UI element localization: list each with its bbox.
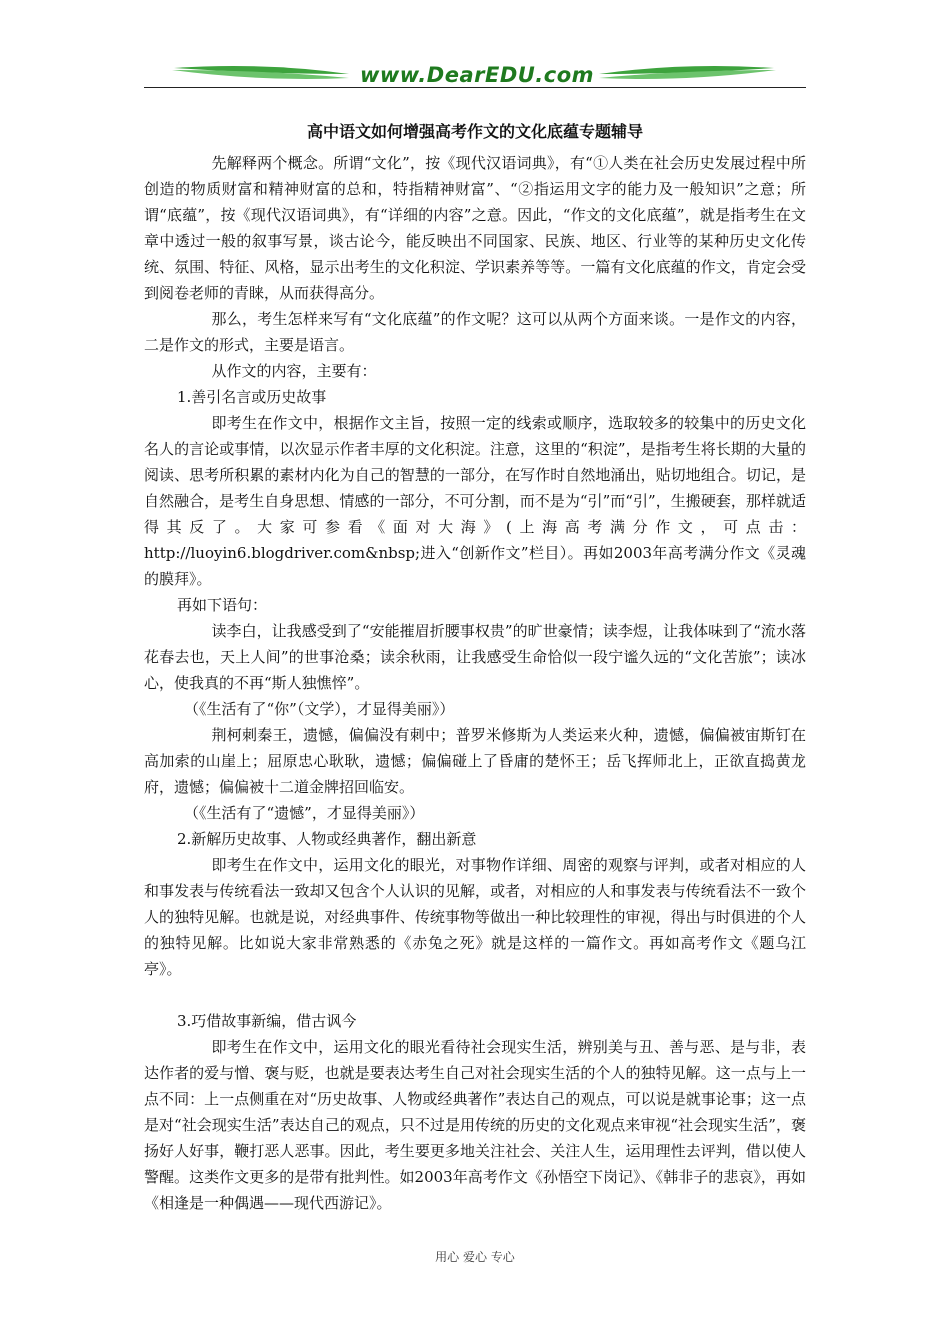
section-heading: 1.善引名言或历史故事 bbox=[177, 388, 327, 406]
paragraph: 先解释两个概念。所谓“文化”，按《现代汉语词典》，有“①人类在社会历史发展过程中所创造的物质财富和精神财富的总和，特指精神财富”、“②指运用文字的能力及一般知识”之意；所谓“底蕴”，按《现代汉语词典》，有“详细的内容”之意。因此，“作文的文化底蕴”，就是指考生在文章中透过一般的叙事写景，谈古论今，能反映出不同国家、民族、地区、行业等的某种历史文化传统、氛围、特征、风格，显示出考生的文化积淀、学识素养等等。一篇有文化底蕴的作文，肯定会受到阅卷老师的青睐，从而获得高分。 bbox=[144, 154, 806, 302]
blank-line bbox=[144, 982, 806, 1008]
paragraph: 那么，考生怎样来写有“文化底蕴”的作文呢？这可以从两个方面来谈。一是作文的内容，二是作文的形式，主要是语言。 bbox=[144, 310, 806, 354]
section-heading: 2.新解历史故事、人物或经典著作，翻出新意 bbox=[177, 830, 477, 848]
paragraph: 即考生在作文中，运用文化的眼光，对事物作详细、周密的观察与评判，或者对相应的人和事发表与传统看法一致却又包含个人认识的见解，或者，对相应的人和事发表与传统看法不一致个人的独特见解。也就是说，对经典事件、传统事物等做出一种比较理性的审视，得出与时俱进的个人的独特见解。比如说大家非常熟悉的《赤兔之死》就是这样的一篇作文。再如高考作文《题乌江亭》。 bbox=[144, 856, 806, 978]
paragraph: 即考生在作文中，运用文化的眼光看待社会现实生活，辨别美与丑、善与恶、是与非，表达作者的爱与憎、褒与贬，也就是要表达考生自己对社会现实生活的个人的独特见解。这一点与上一点不同：上一点侧重在对“历史故事、人物或经典著作”表达自己的观点，可以说是就事论事；这一点是对“社会现实生活”表达自己的观点，只不过是用传统的历史的文化观点来审视“社会现实生活”，褒扬好人好事，鞭打恶人恶事。因此，考生要更多地关注社会、关注人生，运用理性去评判，借以使人警醒。这类作文更多的是带有批判性。如2003年高考作文《孙悟空下岗记》、《韩非子的悲哀》，再如《相逢是一种偶遇——现代西游记》。 bbox=[144, 1038, 806, 1212]
section-heading: 3.巧借故事新编，借古讽今 bbox=[177, 1012, 357, 1030]
page-footer: 用心 爱心 专心 bbox=[435, 1250, 515, 1264]
paragraph: 再如下语句： bbox=[177, 596, 268, 614]
paragraph: 即考生在作文中，根据作文主旨，按照一定的线索或顺序，选取较多的较集中的历史文化名人的言论或事情，以次显示作者丰厚的文化积淀。注意，这里的“积淀”，是指考生将长期的大量的阅读、思考所积累的素材内化为自己的智慧的一部分，在写作时自然地涌出，贴切地组合。切记，是自然融合，是考生自身思想、情感的一部分，不可分割，而不是为“引”而“引”，生搬硬套，那样就适得其反了。大家可参看《面对大海》(上海高考满分作文，可点击：http://luoyin6.blogdriver.com&nbsp;进入“创新作文”栏目）。再如2003年高考满分作文《灵魂的膜拜》。 bbox=[144, 414, 806, 588]
site-logo-text: www.DearEDU.com bbox=[359, 63, 595, 87]
quote-source: （《生活有了“遗憾”，才显得美丽》） bbox=[184, 804, 425, 822]
article-body bbox=[144, 150, 806, 1216]
paragraph: 从作文的内容，主要有： bbox=[211, 362, 377, 380]
quote-source: （《生活有了“你”（文学），才显得美丽》） bbox=[184, 700, 455, 718]
quote-paragraph: 读李白，让我感受到了“安能摧眉折腰事权贵”的旷世豪情；读李煜，让我体味到了“流水落花春去也，天上人间”的世事沧桑；读余秋雨，让我感受生命恰似一段宁谧久远的“文化苦旅”；读冰心，使我真的不再“斯人独憔悴”。 bbox=[144, 622, 806, 692]
quote-paragraph: 荆柯刺秦王，遗憾，偏偏没有刺中；普罗米修斯为人类运来火种，遗憾，偏偏被宙斯钉在高加索的山崖上；屈原忠心耿耿，遗憾；偏偏碰上了昏庸的楚怀王；岳飞挥师北上，正欲直捣黄龙府，遗憾；偏偏被十二道金牌招回临安。 bbox=[144, 726, 806, 796]
page-title: 高中语文如何增强高考作文的文化底蕴专题辅导 bbox=[306, 122, 643, 141]
header-divider bbox=[144, 87, 806, 88]
